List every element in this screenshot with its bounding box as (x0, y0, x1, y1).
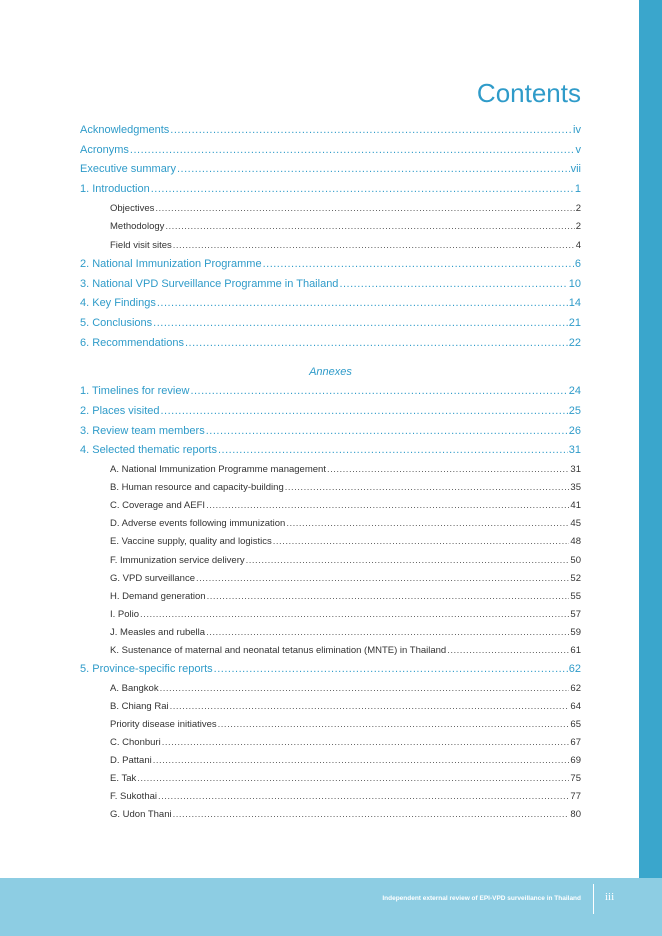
toc-subentry-chiang-rai[interactable]: B. Chiang Rai ..... 64 (80, 701, 581, 719)
toc-subentry-adverse-events[interactable]: D. Adverse events following immunization ..... 45 (80, 518, 581, 536)
toc-subentry-chonburi[interactable]: C. Chonburi ..... 67 (80, 737, 581, 755)
toc-subentry-measles-rubella[interactable]: J. Measles and rubella ..... 59 (80, 627, 581, 645)
toc-subentry-nip-management[interactable]: A. National Immunization Programme management ..... 31 (80, 464, 581, 482)
toc-annex-thematic-reports[interactable]: 4. Selected thematic reports ..... 31 (80, 444, 581, 464)
toc-subentry-methodology[interactable]: Methodology ..... 2 (80, 221, 581, 239)
toc-subentry-priority-disease[interactable]: Priority disease initiatives ..... 65 (80, 719, 581, 737)
toc-subentry-polio[interactable]: I. Polio ..... 57 (80, 609, 581, 627)
toc-entry-acknowledgments[interactable]: Acknowledgments ..... iv (80, 124, 581, 144)
toc-subentry-coverage-aefi[interactable]: C. Coverage and AEFI ..... 41 (80, 500, 581, 518)
page-title: Contents (476, 78, 581, 108)
page-number: iii (605, 891, 615, 903)
toc-subentry-sukothai[interactable]: F. Sukothai ..... 77 (80, 791, 581, 809)
footer-report-title: Independent external review of EPI-VPD surveillance in Thailand (382, 895, 581, 902)
toc-subentry-pattani[interactable]: D. Pattani ..... 69 (80, 755, 581, 773)
toc-entry-national-immunization-programme[interactable]: 2. National Immunization Programme ..... 6 (80, 258, 581, 278)
footer-divider (593, 884, 594, 914)
toc-entry-acronyms[interactable]: Acronyms ..... v (80, 144, 581, 164)
toc-annex-review-team[interactable]: 3. Review team members ..... 26 (80, 425, 581, 445)
toc-entry-recommendations[interactable]: 6. Recommendations ..... 22 (80, 337, 581, 357)
toc-subentry-demand-generation[interactable]: H. Demand generation ..... 55 (80, 591, 581, 609)
toc-subentry-objectives[interactable]: Objectives ..... 2 (80, 203, 581, 221)
toc-entry-vpd-surveillance-programme[interactable]: 3. National VPD Surveillance Programme in Thailand ..... 10 (80, 278, 581, 298)
toc-subentry-vaccine-supply[interactable]: E. Vaccine supply, quality and logistics ..... 48 (80, 536, 581, 554)
toc-subentry-service-delivery[interactable]: F. Immunization service delivery ..... 50 (80, 555, 581, 573)
footer-band (0, 878, 662, 936)
toc-subentry-field-visit-sites[interactable]: Field visit sites ..... 4 (80, 240, 581, 258)
toc-subentry-bangkok[interactable]: A. Bangkok ..... 62 (80, 683, 581, 701)
side-color-bar (639, 0, 662, 936)
toc-subentry-vpd-surveillance[interactable]: G. VPD surveillance ..... 52 (80, 573, 581, 591)
toc-subentry-mnte[interactable]: K. Sustenance of maternal and neonatal tetanus elimination (MNTE) in Thailand ..... 61 (80, 645, 581, 663)
annexes-heading: Annexes (309, 366, 352, 379)
toc-annex-timelines[interactable]: 1. Timelines for review ..... 24 (80, 385, 581, 405)
toc-entry-conclusions[interactable]: 5. Conclusions ..... 21 (80, 317, 581, 337)
toc-entry-introduction[interactable]: 1. Introduction ..... 1 (80, 183, 581, 203)
toc-entry-executive-summary[interactable]: Executive summary ..... vii (80, 163, 581, 183)
toc-annex-province-reports[interactable]: 5. Province-specific reports ..... 62 (80, 663, 581, 683)
table-of-contents (80, 124, 581, 828)
toc-annex-places-visited[interactable]: 2. Places visited ..... 25 (80, 405, 581, 425)
toc-subentry-human-resource[interactable]: B. Human resource and capacity-building ..... 35 (80, 482, 581, 500)
toc-subentry-udon-thani[interactable]: G. Udon Thani ..... 80 (80, 809, 581, 827)
toc-entry-key-findings[interactable]: 4. Key Findings ..... 14 (80, 297, 581, 317)
toc-subentry-tak[interactable]: E. Tak ..... 75 (80, 773, 581, 791)
